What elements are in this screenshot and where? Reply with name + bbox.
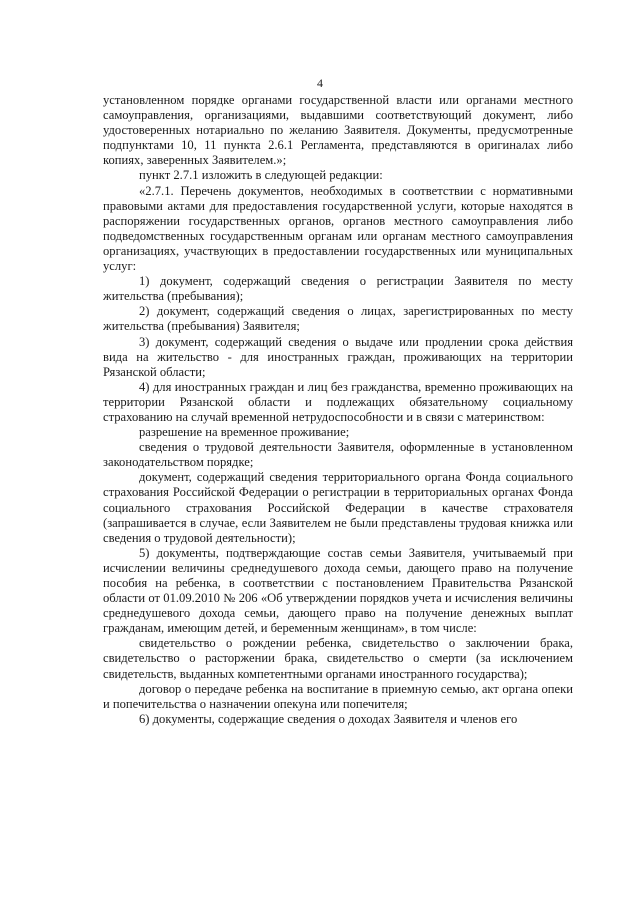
document-body (103, 93, 573, 727)
paragraph: 5) документы, подтверждающие состав семьи Заявителя, учитываемый при исчислении величины среднедушевого дохода семьи, дающего право на получение пособия на ребенка, в соответствии с постановлением Правительства Рязанской области от 01.09.2010 № 206 «Об утверждении порядков учета и исчисления величины среднедушевого дохода семьи, дающего право на получение денежных выплат гражданам, имеющим детей, и беременным женщинам», в том числе: (103, 545, 573, 636)
paragraph: 2) документ, содержащий сведения о лицах, зарегистрированных по месту жительства (пребывания) Заявителя; (103, 304, 573, 334)
page-number: 4 (317, 76, 323, 90)
paragraph: 4) для иностранных граждан и лиц без гражданства, временно проживающих на территории Рязанской области и подлежащих обязательному социальному страхованию на случай временной нетрудоспособности и в связи с материнством: (103, 379, 573, 424)
paragraph: установленном порядке органами государственной власти или органами местного самоуправления, организациями, выдавшими соответствующий документ, либо удостоверенных нотариально по желанию Заявителя. Документы, предусмотренные подпунктами 10, 11 пункта 2.6.1 Регламента, представляются в оригиналах либо копиях, заверенных Заявителем.»; (103, 93, 573, 168)
paragraph: сведения о трудовой деятельности Заявителя, оформленные в установленном законодательством порядке; (103, 440, 573, 470)
paragraph: пункт 2.7.1 изложить в следующей редакции: (139, 168, 383, 183)
paragraph: «2.7.1. Перечень документов, необходимых в соответствии с нормативными правовыми актами для предоставления государственной услуги, которые находятся в распоряжении государственных органов, органов местного самоуправления либо подведомственных государственным органам или органам местного самоуправления организациях, участвующих в предоставлении государственных или муниципальных услуг: (103, 183, 573, 274)
paragraph: договор о передаче ребенка на воспитание в приемную семью, акт органа опеки и попечительства о назначении опекуна или попечителя; (103, 681, 573, 711)
paragraph: 3) документ, содержащий сведения о выдаче или продлении срока действия вида на жительство - для иностранных граждан, проживающих на территории Рязанской области; (103, 334, 573, 379)
paragraph: 6) документы, содержащие сведения о доходах Заявителя и членов его (139, 711, 518, 726)
paragraph: разрешение на временное проживание; (139, 425, 350, 440)
paragraph: 1) документ, содержащий сведения о регистрации Заявителя по месту жительства (пребывания); (103, 274, 573, 304)
paragraph: документ, содержащий сведения территориального органа Фонда социального страхования Российской Федерации о регистрации в территориальных органах Фонда социального страхования Российской Федерации в качестве страхователя (запрашивается в случае, если Заявителем не были представлены трудовая книжка или сведения о трудовой деятельности); (103, 470, 573, 545)
paragraph: свидетельство о рождении ребенка, свидетельство о заключении брака, свидетельство о расторжении брака, свидетельство о смерти (за исключением свидетельств, выданных компетентными органами иностранного государства); (103, 636, 573, 681)
